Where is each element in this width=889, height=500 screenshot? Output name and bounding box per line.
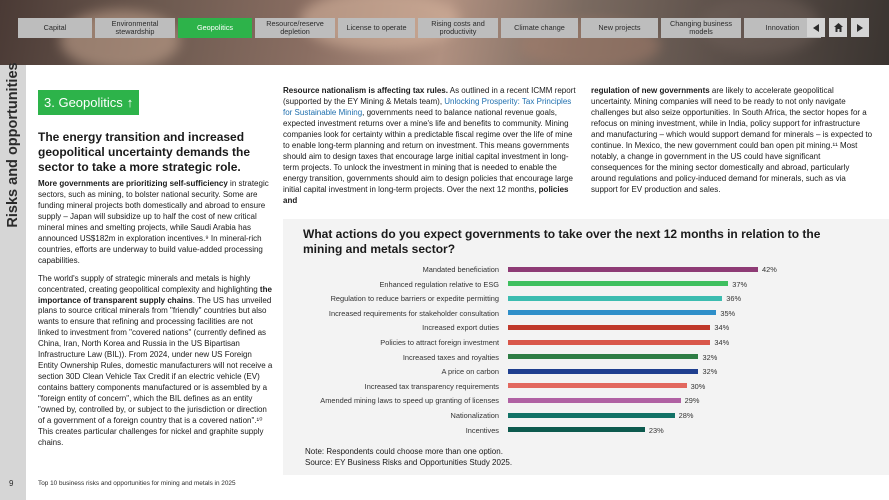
chart-value-label: 29% [684, 396, 700, 406]
chart-category-label: Policies to attract foreign investment [380, 338, 499, 347]
chart-bar [508, 340, 710, 345]
chart-bar [508, 398, 681, 403]
tab-geopolitics[interactable]: Geopolitics [178, 18, 252, 38]
col1-paragraph-2: The world's supply of strategic minerals and metals is highly concentrated, creating geopolitical complexity and highlighting the importance of transparent supply chains. The US has unveiled plans to source critical minerals from "friendly" countries but also wants to ensure that refining and processing facilities are not linked to investment from "covered nations" (currently defined as China, Iran, North Korea and Russia in the US Bipartisan Infrastructure Law (BIL)). From 2024, under new US Foreign Entity Ownership Rules, domestic manufacturers will not receive a section 30D Clean Vehicle Tax Credit if an electric vehicle (EV) contains battery components manufactured or is assembled by a "foreign entity of concern", which the BIL defines as an entity "owned by, controlled by, or subject to the jurisdiction or direction of a government of a foreign country that is a covered nation".¹⁰ This creates particular challenges for nickel and graphite supply chains. [38, 273, 273, 447]
chart-category-label: Amended mining laws to speed up granting of licenses [320, 396, 499, 406]
report-link[interactable]: Unlocking Prosperity: Tax Principles for Sustainable Mining [283, 96, 572, 117]
chart-row [283, 380, 889, 393]
chart-row [283, 321, 889, 334]
column-2 [283, 86, 579, 213]
chart-value-label: 30% [690, 381, 706, 391]
tab-resource-reserve-depletion[interactable]: Resource/reserve depletion [255, 18, 335, 38]
back-button[interactable] [807, 18, 825, 37]
chart-category-label: Mandated beneficiation [422, 265, 499, 274]
tab-changing-business-models[interactable]: Changing business models [661, 18, 741, 38]
chart-row [283, 336, 889, 349]
chart-value-label: 35% [720, 308, 736, 318]
chart-category-label: Increased requirements for stakeholder consultation [328, 308, 499, 318]
chart-bar [508, 383, 687, 388]
chart-value-label: 37% [732, 279, 748, 289]
chart-value-label: 42% [762, 265, 777, 274]
col3-paragraph: regulation of new governments are likely to accelerate geopolitical uncertainty. Mining companies will need to be ready to not only navigate challenges but also seize opportunities. In South Africa, the sector hopes for a refocus on mining investment, while in India, policy support for infrastructure and manufacturing – which would support demand for minerals – is expected to continue. In Mexico, the new government could ban open pit mining.¹¹ Most notably, a change in government in the US could have significant consequences for the mining sector domestically and abroad, particularly around regulations and policy-induced demand for minerals, such as via support for EV production and sales. [591, 86, 873, 194]
chart-category-label: Enhanced regulation relative to ESG [379, 279, 499, 289]
chart-row [283, 278, 889, 291]
chart-row [283, 292, 889, 305]
section-badge [38, 90, 139, 115]
col2-paragraph: Resource nationalism is affecting tax rules. As outlined in a recent ICMM report (supported by the EY Mining & Metals team), Unlocking Prosperity: Tax Principles for Sustainable Mining, governments need to balance national revenue goals, expected investment returns over a mine's life and benefits to community. Mining companies look for certainty within a predictable fiscal regime over the life of mine to enable long-term planning and return on investment. This means governments should aim to design taxes that encourage large initial capital investment in long-term projects. To unlock the investment in mining that is needed to enable the energy transition, governments should aim to design policies that encourage large initial capital investment in long-term projects. Over the next 12 months, policies and [283, 86, 576, 205]
chart-bar [508, 413, 675, 418]
chart-value-label: 34% [714, 323, 730, 333]
chart-value-label: 28% [678, 411, 694, 420]
column-3 [591, 86, 874, 203]
chart-note-text: Note: Respondents could choose more than one option. [305, 447, 503, 456]
tab-license-to-operate[interactable]: License to operate [338, 18, 415, 38]
page-number: 9 [9, 479, 14, 488]
chart-bar [508, 354, 698, 359]
chart-category-label: Increased tax transparency requirements [364, 381, 499, 391]
tab-rising-costs[interactable]: Rising costs and productivity [418, 18, 498, 38]
chart-bar [508, 369, 698, 374]
chart-category-label: Incentives [465, 425, 499, 435]
chart-category-label: Increased taxes and royalties [402, 352, 499, 362]
home-icon [833, 22, 844, 33]
chart-bar [508, 296, 722, 301]
top-navigation [18, 18, 821, 38]
forward-button[interactable] [851, 18, 869, 37]
chart-bar [508, 310, 716, 315]
tab-environmental-stewardship[interactable]: Environmental stewardship [95, 18, 175, 38]
chart-value-label: 23% [648, 425, 664, 435]
chart-value-label: 32% [702, 352, 718, 362]
forward-arrow-icon [855, 23, 865, 33]
chart-category-label: Nationalization [450, 411, 499, 420]
chart-note [305, 447, 512, 469]
chart-row [283, 351, 889, 364]
section-badge-label: 3. Geopolitics [44, 95, 123, 110]
tab-climate-change[interactable]: Climate change [501, 18, 578, 38]
chart-category-label: Regulation to reduce barriers or expedite permitting [330, 294, 499, 304]
chart-row [283, 424, 889, 437]
up-arrow-icon: ↑ [126, 95, 134, 110]
chart-value-label: 32% [702, 367, 718, 377]
chart-row [283, 394, 889, 407]
chart-category-label: Increased export duties [422, 323, 499, 333]
tab-capital[interactable]: Capital [18, 18, 92, 38]
chart-row [283, 409, 889, 422]
chart-panel [283, 219, 889, 475]
col1-paragraph-1: More governments are prioritizing self-sufficiency in strategic sectors, such as mining, to bolster national security. Some are funding mineral projects both domestically and abroad to ensure supply – Japan will subsidize up to half the cost of new critical mineral mines and smelting projects, while Saudi Arabia has announced US$182m in exploration incentives.⁹ In mineral-rich countries, efforts are underway to build value-added processing capabilities. [38, 179, 269, 265]
chart-bar [508, 427, 645, 432]
footer-text: Top 10 business risks and opportunities for mining and metals in 2025 [38, 480, 236, 487]
chart-bar [508, 281, 728, 286]
chart-bar [508, 267, 758, 272]
chart-title: What actions do you expect governments to take over the next 12 months in relation to the mining and metals sector? [303, 227, 821, 257]
chart-category-label: A price on carbon [441, 367, 499, 377]
chart-row [283, 263, 889, 276]
chart-row [283, 365, 889, 378]
chart-row [283, 307, 889, 320]
chart-value-label: 36% [726, 294, 742, 304]
lead-paragraph: The energy transition and increased geopolitical uncertainty demands the sector to take a more strategic role. [38, 130, 251, 174]
column-1 [38, 179, 274, 456]
side-section-label: Risks and opportunities [5, 62, 21, 228]
tab-new-projects[interactable]: New projects [581, 18, 658, 38]
chart-bar [508, 325, 710, 330]
chart-value-label: 34% [714, 338, 730, 347]
home-button[interactable] [829, 18, 847, 37]
chart-source-text: Source: EY Business Risks and Opportunities Study 2025. [305, 457, 513, 467]
tab-innovation[interactable]: Innovation [744, 18, 821, 38]
back-arrow-icon [811, 23, 821, 33]
